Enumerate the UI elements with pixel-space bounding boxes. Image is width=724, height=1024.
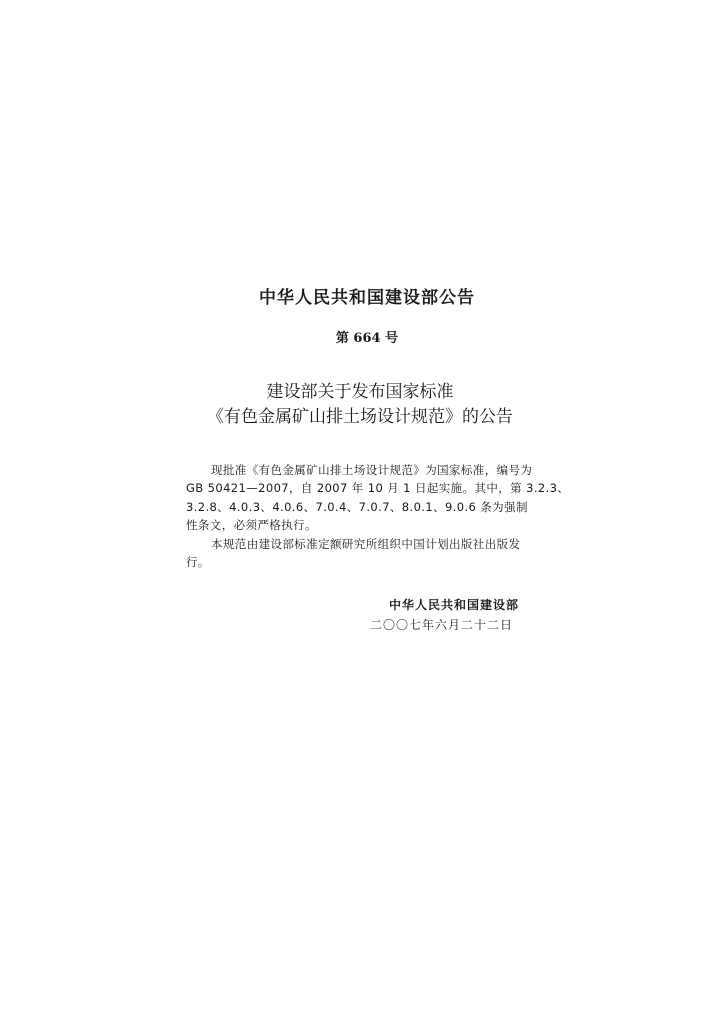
- signature-block: [370, 595, 530, 635]
- body-paragraph-2-line-2: 行。: [186, 555, 210, 570]
- body-paragraph-1-line-1: 现批准《有色金属矿山排土场设计规范》为国家标准，编号为: [211, 463, 533, 477]
- subtitle-line-2: 《有色金属矿山排土场设计规范》的公告: [207, 407, 513, 427]
- body-paragraph-1-line-4: 性条文，必须严格执行。: [186, 518, 317, 533]
- subtitle-line-1: 建设部关于发布国家标准: [266, 382, 454, 402]
- body-paragraph-1-line-2: GB 50421—2007，自 2007 年 10 月 1 日起实施。其中，第 3.2.3、: [186, 481, 570, 496]
- announcement-title: 中华人民共和国建设部公告: [259, 288, 475, 308]
- announcement-body: [186, 461, 570, 571]
- signature-organization: 中华人民共和国建设部: [389, 598, 520, 612]
- body-paragraph-1-line-3: 3.2.8、4.0.3、4.0.6、7.0.4、7.0.7、8.0.1、9.0.6 条为强制: [186, 499, 528, 514]
- body-paragraph-2-line-1: 本规范由建设部标准定额研究所组织中国计划出版社出版发: [211, 536, 521, 551]
- announcement-number: 第 664 号: [335, 331, 399, 346]
- signature-date: 二〇〇七年六月二十二日: [370, 618, 514, 632]
- announcement-subtitle: [0, 380, 720, 430]
